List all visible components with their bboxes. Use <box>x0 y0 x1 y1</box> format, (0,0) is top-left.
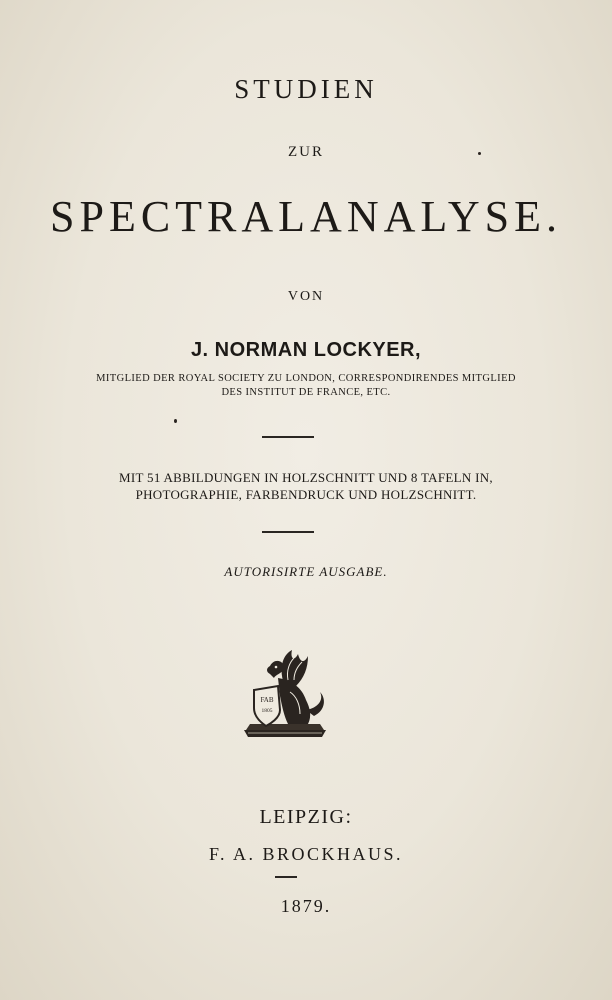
edition-note: AUTORISIRTE AUSGABE. <box>224 564 388 579</box>
illustrations-line-1: MIT 51 ABBILDUNGEN IN HOLZSCHNITT UND 8 TAFELN IN, <box>119 470 493 485</box>
printer-mark-text: 1805 <box>261 708 273 714</box>
divider-rule <box>262 531 314 533</box>
title-line-1: STUDIEN <box>234 74 378 104</box>
illustrations-line-2: PHOTOGRAPHIE, FARBENDRUCK UND HOLZSCHNITT. <box>135 487 477 502</box>
title-line-2: ZUR <box>288 144 324 160</box>
imprint-year: 1879. <box>280 896 332 916</box>
divider-rule <box>262 436 314 438</box>
author-name: J. NORMAN LOCKYER, <box>190 339 422 361</box>
paper-speck <box>478 152 481 155</box>
paper-speck <box>174 419 177 423</box>
imprint-publisher: F. A. BROCKHAUS. <box>208 844 404 864</box>
printer-mark-griffin-icon <box>240 644 332 744</box>
byline-word: VON <box>287 289 325 304</box>
imprint-city: LEIPZIG: <box>259 806 353 828</box>
divider-rule <box>275 876 297 878</box>
affiliation-line-2: DES INSTITUT DE FRANCE, ETC. <box>221 387 391 398</box>
affiliation-line-1: MITGLIED DER ROYAL SOCIETY ZU LONDON, CORRESPONDIRENDES MITGLIED <box>96 373 516 384</box>
printer-mark-text: FAB <box>260 696 274 704</box>
title-line-3: SPECTRALANALYSE. <box>50 192 562 241</box>
